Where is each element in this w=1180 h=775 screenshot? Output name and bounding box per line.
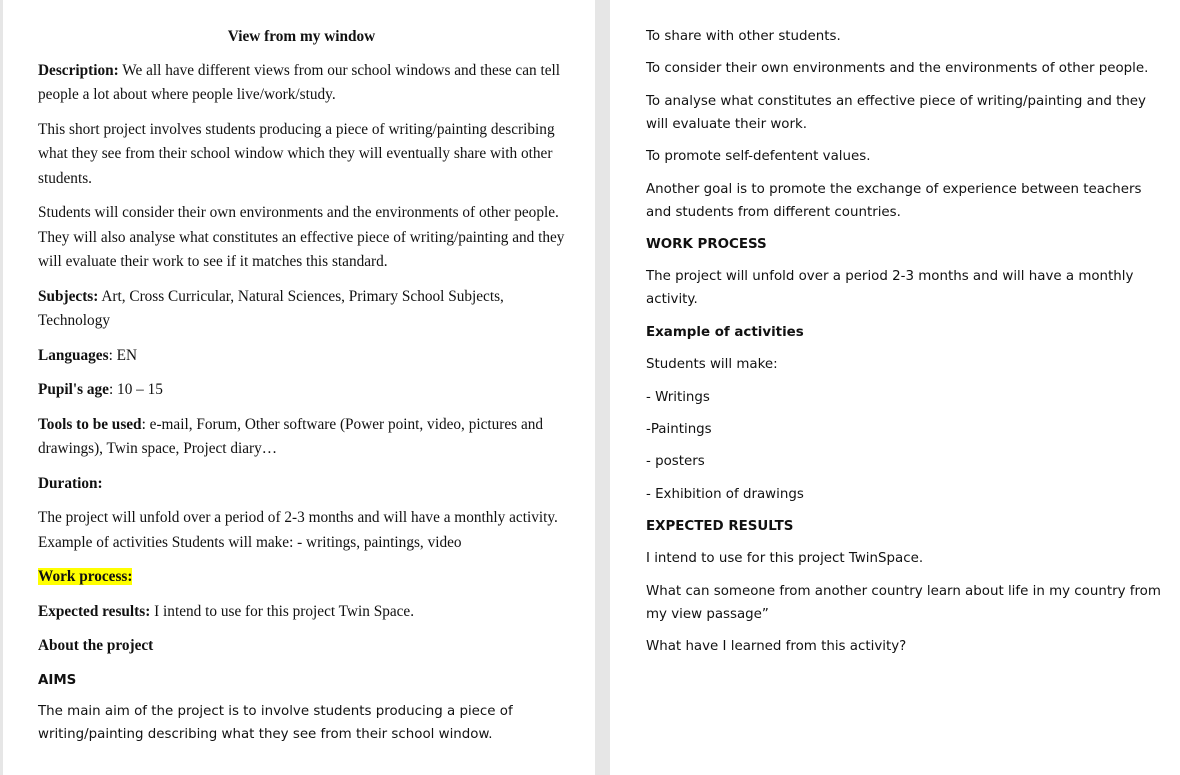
duration-heading (38, 472, 565, 497)
about-project-heading (38, 634, 565, 659)
duration-paragraph: The project will unfold over a period of 2-3 months and will have a monthly activity. Example of activities Students will make: - writings, paintings, video (38, 509, 558, 551)
activity-item-exhibition: - Exhibition of drawings (646, 486, 804, 502)
tools-text: : e-mail, Forum, Other software (Power point, video, pictures and drawings), Twin space, Project diary… (38, 415, 544, 457)
aim-line-share: To share with other students. (646, 29, 841, 44)
aims-label: AIMS (38, 672, 77, 688)
environments-paragraph: Students will consider their own environments and the environments of other people. They will also analyse what constitutes an effective piece of writing/painting and they will evaluate their work to see if it matches this standard. (38, 204, 565, 270)
expected-line-learn: What can someone from another country learn about life in my country from my view passage” (646, 583, 1161, 622)
activity-item-posters: - posters (646, 454, 705, 470)
languages-label: Languages (38, 346, 109, 364)
activity-item-writings: - Writings (646, 389, 710, 405)
about-project-label: About the project (38, 637, 154, 654)
work-process-section-label: WORK PROCESS (646, 236, 767, 252)
document-page-right (610, 0, 1180, 775)
subjects-paragraph (38, 285, 565, 334)
aims-heading (38, 669, 565, 692)
expected-results-paragraph (38, 600, 565, 625)
description-text: We all have different views from our school windows and these can tell people a lot about where people live/work/study. (38, 61, 560, 103)
aims-paragraph: The main aim of the project is to involve students producing a piece of writing/painting describing what they see from their school window. (38, 703, 513, 742)
pupils-age-text: : 10 – 15 (108, 381, 163, 398)
examples-heading (646, 321, 1165, 344)
work-process-heading (38, 565, 565, 590)
activity-item-paintings: -Paintings (646, 421, 712, 437)
aim-line-values: To promote self-defentent values. (646, 149, 871, 165)
examples-label: Example of activities (646, 324, 804, 340)
aim-line-exchange: Another goal is to promote the exchange of experience between teachers and students from different countries. (646, 181, 1142, 220)
subjects-label: Subjects: (38, 287, 99, 305)
description-label: Description: (38, 61, 119, 79)
aim-line-analyse: To analyse what constitutes an effective piece of writing/painting and they will evaluate their work. (646, 93, 1146, 132)
languages-text: : EN (108, 346, 138, 364)
work-process-label: Work process: (38, 568, 133, 585)
pupils-age-paragraph (38, 378, 565, 403)
subjects-text: Art, Cross Curricular, Natural Sciences, Primary School Subjects, Technology (38, 287, 504, 329)
tools-paragraph (38, 413, 565, 462)
expected-results-section-label: EXPECTED RESULTS (646, 519, 794, 535)
document-page-left (3, 0, 595, 775)
tools-label: Tools to be used (38, 415, 142, 433)
work-process-section-heading (646, 233, 1165, 256)
expected-results-text: I intend to use for this project Twin Space. (150, 602, 415, 620)
work-process-section-text: The project will unfold over a period 2-3 months and will have a monthly activity. (646, 269, 1134, 308)
languages-paragraph (38, 344, 565, 369)
expected-results-heading (646, 515, 1165, 538)
students-make-text: Students will make: (646, 357, 778, 373)
document-title: View from my window (227, 28, 376, 45)
pupils-age-label: Pupil's age (38, 381, 109, 398)
expected-line-learned: What have I learned from this activity? (646, 639, 907, 655)
expected-line-twinspace: I intend to use for this project TwinSpace. (646, 551, 924, 567)
project-summary-paragraph: This short project involves students producing a piece of writing/painting describing what they see from their school window which they will eventually share with other students. (38, 120, 555, 187)
duration-label: Duration: (38, 474, 103, 492)
description-paragraph (38, 59, 565, 108)
expected-results-label: Expected results: (38, 602, 151, 620)
aim-line-environments: To consider their own environments and the environments of other people. (646, 61, 1149, 77)
